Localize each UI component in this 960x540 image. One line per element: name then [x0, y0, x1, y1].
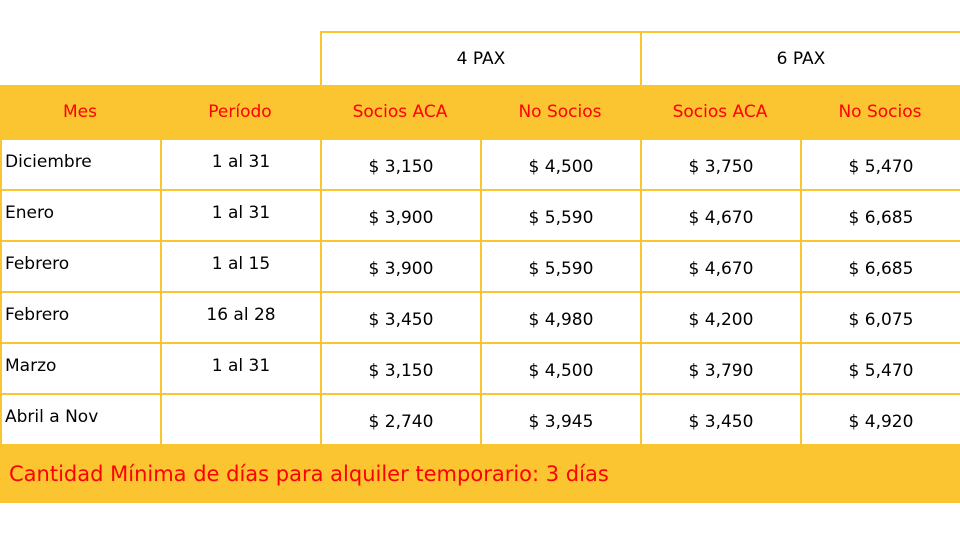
price-cell: $ 5,470	[800, 342, 960, 395]
month-cell: Enero	[0, 189, 162, 242]
period-cell: 1 al 15	[160, 240, 322, 293]
price-cell: $ 3,900	[320, 189, 482, 242]
price-cell: $ 4,200	[640, 291, 802, 344]
price-cell: $ 4,980	[480, 291, 642, 344]
month-cell: Febrero	[0, 291, 162, 344]
column-header: No Socios	[518, 101, 602, 122]
month-cell: Abril a Nov	[0, 393, 162, 446]
price-cell: $ 3,450	[320, 291, 482, 344]
price-cell: $ 5,470	[800, 138, 960, 191]
price-cell: $ 6,685	[800, 240, 960, 293]
price-cell: $ 3,900	[320, 240, 482, 293]
price-cell: $ 4,920	[800, 393, 960, 446]
price-cell: $ 4,670	[640, 189, 802, 242]
price-cell: $ 3,150	[320, 138, 482, 191]
price-cell: $ 2,740	[320, 393, 482, 446]
price-cell: $ 5,590	[480, 189, 642, 242]
group-header-4pax: 4 PAX	[320, 31, 642, 87]
period-cell: 1 al 31	[160, 138, 322, 191]
column-header: Socios ACA	[672, 101, 768, 122]
price-cell: $ 6,685	[800, 189, 960, 242]
price-cell: $ 4,500	[480, 138, 642, 191]
period-cell: 16 al 28	[160, 291, 322, 344]
price-cell: $ 3,150	[320, 342, 482, 395]
period-cell: 1 al 31	[160, 189, 322, 242]
column-header: No Socios	[838, 101, 922, 122]
price-cell: $ 3,750	[640, 138, 802, 191]
price-cell: $ 4,670	[640, 240, 802, 293]
period-cell	[160, 393, 322, 446]
group-header-6pax: 6 PAX	[640, 31, 960, 87]
price-cell: $ 6,075	[800, 291, 960, 344]
column-header: Mes	[63, 101, 97, 122]
footer-note: Cantidad Mínima de días para alquiler temporario: 3 días	[0, 444, 960, 503]
month-cell: Diciembre	[0, 138, 162, 191]
price-cell: $ 5,590	[480, 240, 642, 293]
price-cell: $ 3,450	[640, 393, 802, 446]
price-cell: $ 3,945	[480, 393, 642, 446]
month-cell: Marzo	[0, 342, 162, 395]
column-header: Socios ACA	[352, 101, 448, 122]
month-cell: Febrero	[0, 240, 162, 293]
column-header: Período	[208, 101, 272, 122]
period-cell: 1 al 31	[160, 342, 322, 395]
price-cell: $ 4,500	[480, 342, 642, 395]
price-cell: $ 3,790	[640, 342, 802, 395]
